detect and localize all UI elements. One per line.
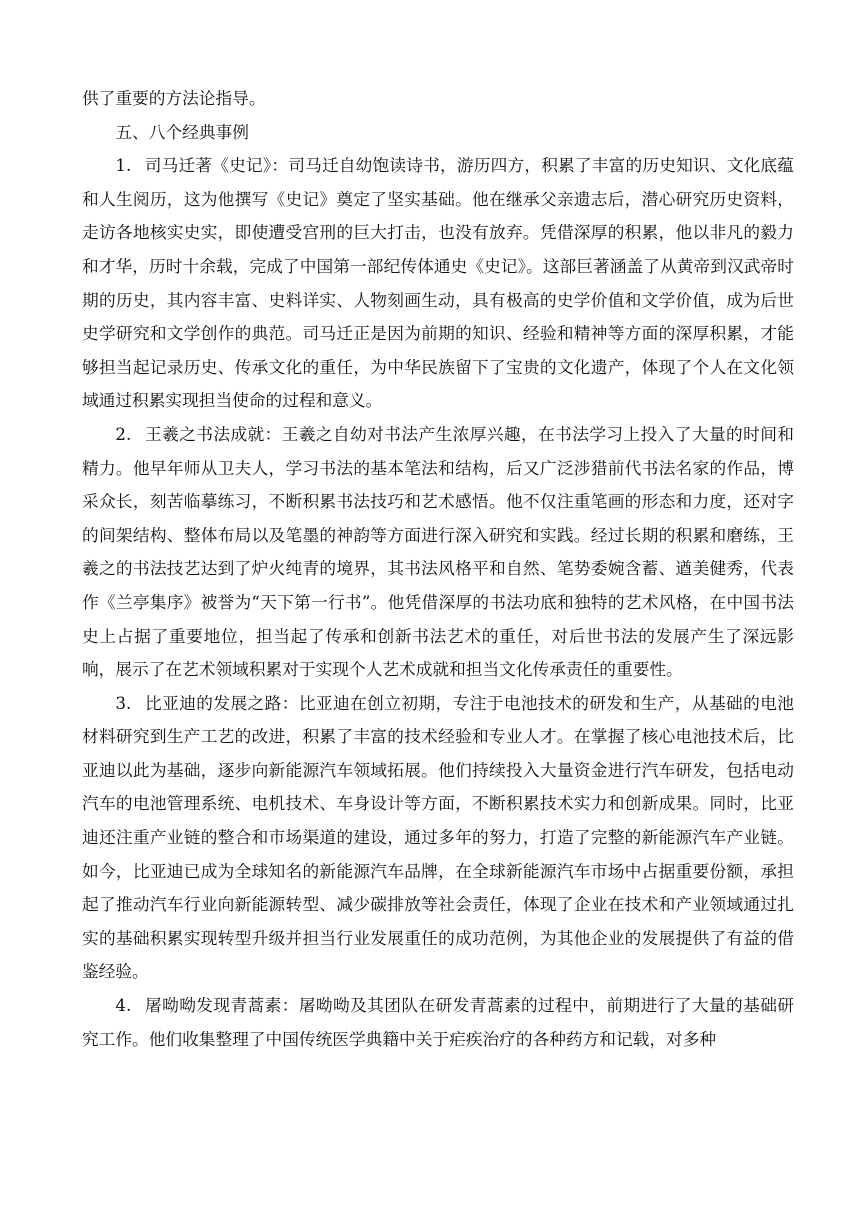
item-number: 1. (115, 155, 132, 176)
item-text: 比亚迪的发展之路：比亚迪在创立初期，专注于电池技术的研发和生产，从基础的电池材料研究到生产工艺的改进，积累了丰富的技术经验和专业人才。在掌握了核心电池技术后，比亚迪以此为基础，逐步向新能源汽车领域拓展。他们持续投入大量资金进行汽车研发，包括电动汽车的电池管理系统、电机技术、车身设计等方面，不断积累技术实力和创新成果。同时，比亚迪还注重产业链的整合和市场渠道的建设，通过多年的努力，打造了完整的新能源汽车产业链。如今，比亚迪已成为全球知名的新能源汽车品牌，在全球新能源汽车市场中占据重要份额，承担起了推动汽车行业向新能源转型、减少碳排放等社会责任，体现了企业在技术和产业领域通过扎实的基础积累实现转型升级并担当行业发展重任的成功范例，为其他企业的发展提供了有益的借鉴经验。 (82, 692, 794, 982)
example-item-4 (82, 989, 794, 1056)
continuation-paragraph: 供了重要的方法论指导。 (82, 88, 266, 108)
item-text: 王羲之书法成就：王羲之自幼对书法产生浓厚兴趣，在书法学习上投入了大量的时间和精力。他早年师从卫夫人，学习书法的基本笔法和结构，后又广泛涉猎前代书法名家的作品，博采众长，刻苦临摹练习，不断积累书法技巧和艺术感悟。他不仅注重笔画的形态和力度，还对字的间架结构、整体布局以及笔墨的神韵等方面进行深入研究和实践。经过长期的积累和磨练，王羲之的书法技艺达到了炉火纯青的境界，其书法风格平和自然、笔势委婉含蓄、遒美健秀，代表作《兰亭集序》被誉为“天下第一行书”。他凭借深厚的书法功底和独特的艺术风格，在中国书法史上占据了重要地位，担当起了传承和创新书法艺术的重任，对后世书法的发展产生了深远影响，展示了在艺术领域积累对于实现个人艺术成就和担当文化传承责任的重要性。 (82, 423, 794, 680)
example-item-1 (82, 149, 794, 418)
item-text: 司马迁著《史记》：司马迁自幼饱读诗书，游历四方，积累了丰富的历史知识、文化底蕴和人生阅历，这为他撰写《史记》奠定了坚实基础。他在继承父亲遗志后，潜心研究历史资料，走访各地核实史实，即使遭受宫刑的巨大打击，也没有放弃。凭借深厚的积累，他以非凡的毅力和才华，历时十余载，完成了中国第一部纪传体通史《史记》。这部巨著涵盖了从黄帝到汉武帝时期的历史，其内容丰富、史料详实、人物刻画生动，具有极高的史学价值和文学价值，成为后世史学研究和文学创作的典范。司马迁正是因为前期的知识、经验和精神等方面的深厚积累，才能够担当起记录历史、传承文化的重任，为中华民族留下了宝贵的文化遗产，体现了个人在文化领域通过积累实现担当使命的过程和意义。 (82, 155, 794, 411)
item-text: 屠呦呦发现青蒿素：屠呦呦及其团队在研发青蒿素的过程中，前期进行了大量的基础研究工作。他们收集整理了中国传统医学典籍中关于疟疾治疗的各种药方和记载，对多种 (82, 995, 794, 1049)
section-heading: 五、八个经典事例 (115, 121, 249, 142)
item-number: 4. (115, 995, 132, 1016)
example-item-3 (82, 687, 794, 989)
example-item-2 (82, 418, 794, 687)
item-number: 3. (115, 692, 132, 713)
document-page (82, 82, 794, 1056)
item-number: 2. (115, 423, 132, 444)
